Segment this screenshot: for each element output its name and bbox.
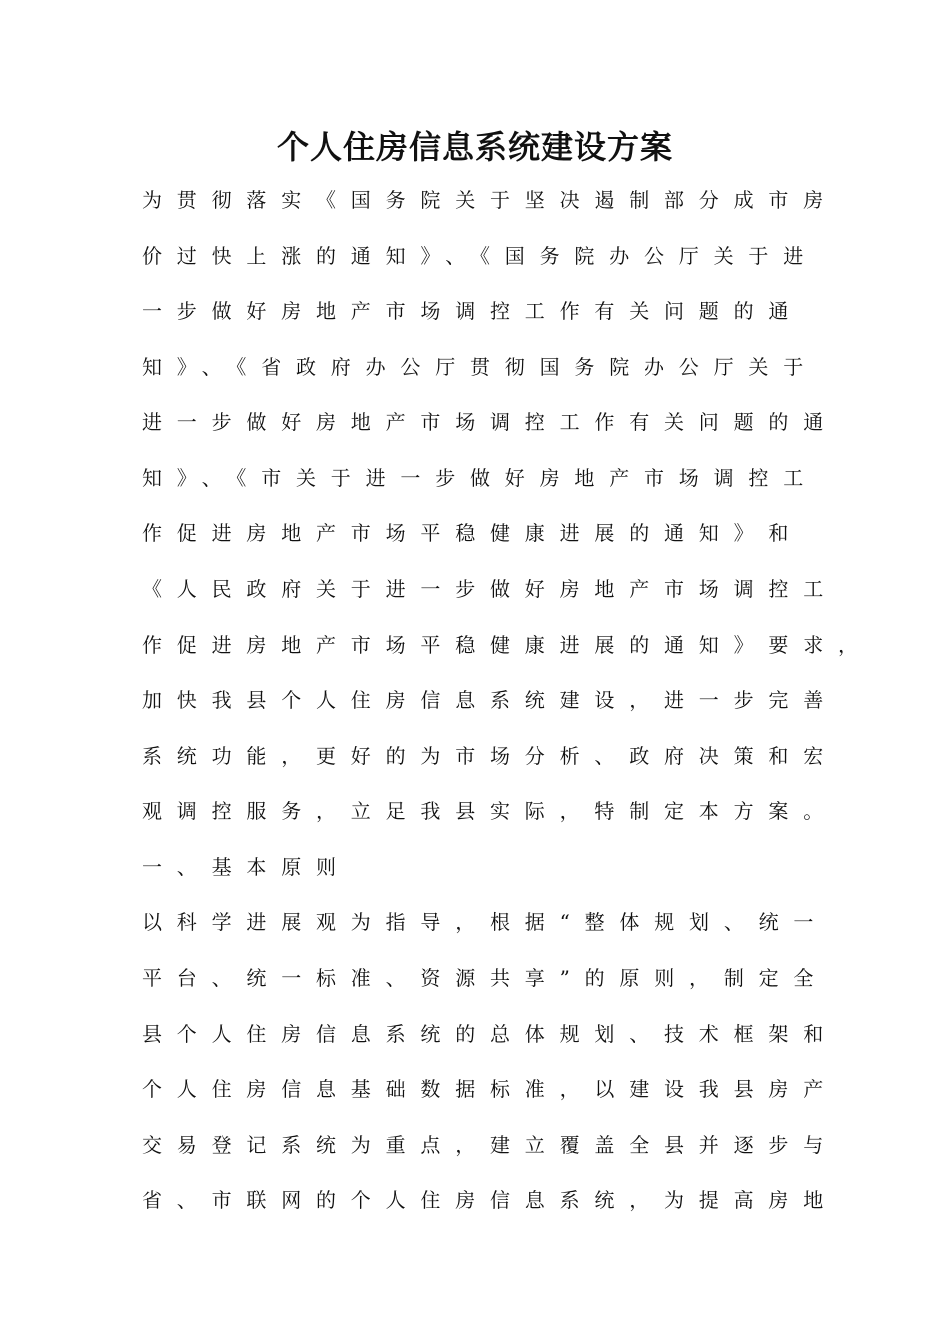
body-line: 为贯彻落实《国务院关于坚决遏制部分成市房 <box>142 188 838 212</box>
document-title: 个人住房信息系统建设方案 <box>276 128 673 166</box>
body-line: 知》、《市关于进一步做好房地产市场调控工 <box>142 466 818 490</box>
section-heading: 一、基本原则 <box>142 855 351 879</box>
body-line: 《人民政府关于进一步做好房地产市场调控工 <box>142 577 838 601</box>
body-line: 一步做好房地产市场调控工作有关问题的通 <box>142 299 804 323</box>
body-line: 省、市联网的个人住房信息系统，为提高房地 <box>142 1188 838 1212</box>
body-line: 交易登记系统为重点，建立覆盖全县并逐步与 <box>142 1133 838 1157</box>
body-line: 价过快上涨的通知》、《国务院办公厅关于进 <box>142 244 818 268</box>
body-line: 作促进房地产市场平稳健康进展的通知》和 <box>142 521 804 545</box>
body-line: 系统功能，更好的为市场分析、政府决策和宏 <box>142 744 838 768</box>
body-line: 个人住房信息基础数据标准，以建设我县房产 <box>142 1077 838 1101</box>
body-line: 县个人住房信息系统的总体规划、技术框架和 <box>142 1022 838 1046</box>
body-line: 以科学进展观为指导，根据“整体规划、统一 <box>142 910 829 934</box>
body-line: 知》、《省政府办公厅贯彻国务院办公厅关于 <box>142 355 818 379</box>
body-line: 进一步做好房地产市场调控工作有关问题的通 <box>142 410 838 434</box>
body-line: 平台、统一标准、资源共享”的原则，制定全 <box>142 966 829 990</box>
body-line: 观调控服务，立足我县实际，特制定本方案。 <box>142 799 838 823</box>
body-line: 作促进房地产市场平稳健康进展的通知》要求， <box>142 633 873 657</box>
body-line: 加快我县个人住房信息系统建设，进一步完善 <box>142 688 838 712</box>
